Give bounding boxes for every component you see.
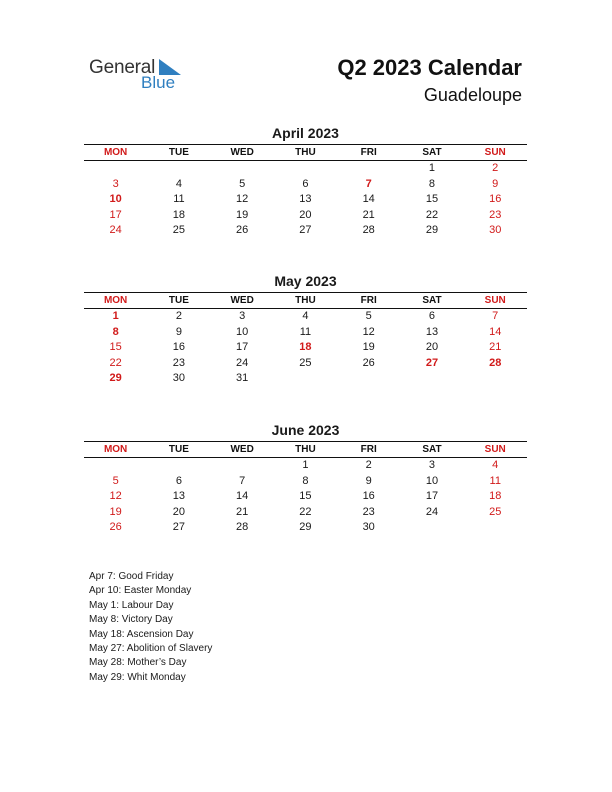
day-cell: 18 — [489, 490, 502, 503]
day-cell: 14 — [236, 490, 249, 503]
day-cell: 12 — [236, 193, 249, 206]
day-cell: 24 — [109, 224, 122, 237]
day-cell: 22 — [109, 356, 122, 369]
weekday-header: WED — [230, 295, 254, 306]
day-cell: 29 — [109, 372, 122, 385]
day-cell: 5 — [112, 474, 119, 487]
day-cell: 28 — [236, 521, 249, 534]
month-april — [84, 124, 527, 239]
day-cell: 25 — [172, 224, 186, 237]
day-cell: 8 — [302, 474, 309, 487]
day-cell: 15 — [109, 341, 122, 354]
page-title: Q2 2023 Calendar — [337, 55, 522, 80]
holiday-item: Apr 10: Easter Monday — [89, 585, 192, 597]
day-cell: 20 — [299, 208, 312, 221]
holiday-item: May 8: Victory Day — [89, 614, 173, 626]
empty-day-cell — [464, 520, 527, 536]
day-cell: 11 — [489, 474, 501, 487]
day-cell: 3 — [112, 177, 119, 190]
day-cell: 21 — [362, 208, 375, 221]
day-cell: 14 — [362, 193, 375, 206]
holiday-item: May 29: Whit Monday — [89, 671, 186, 683]
month-title: May 2023 — [274, 273, 337, 289]
month-may — [84, 272, 527, 387]
day-cell: 11 — [173, 193, 185, 206]
day-cell: 4 — [175, 177, 182, 190]
day-cell: 14 — [489, 325, 502, 338]
day-cell: 6 — [302, 177, 309, 190]
day-cell: 10 — [109, 193, 122, 206]
day-cell: 19 — [362, 341, 375, 354]
day-cell: 8 — [112, 325, 119, 338]
weekday-header: SUN — [484, 147, 506, 158]
day-cell: 5 — [365, 310, 372, 322]
day-cell: 7 — [239, 474, 246, 487]
empty-day-cell — [147, 161, 210, 177]
day-cell: 5 — [239, 177, 246, 190]
weekday-header: MON — [103, 147, 128, 158]
week-row — [84, 325, 527, 341]
week-row — [84, 208, 527, 224]
day-cell: 2 — [175, 310, 182, 322]
day-cell: 27 — [172, 521, 186, 534]
day-cell: 18 — [299, 341, 312, 354]
day-cell: 3 — [428, 459, 436, 471]
holiday-item: May 1: Labour Day — [89, 599, 174, 611]
day-cell: 15 — [425, 193, 439, 206]
day-cell: 9 — [365, 474, 372, 487]
logo — [89, 57, 199, 93]
weekday-header: FRI — [360, 295, 377, 306]
day-cell: 6 — [428, 310, 436, 322]
day-cell: 18 — [172, 208, 186, 221]
logo-text-blue: Blue — [141, 73, 176, 92]
day-cell: 22 — [425, 208, 439, 221]
week-row — [84, 520, 527, 536]
weekday-header: FRI — [360, 147, 377, 158]
day-cell: 17 — [425, 490, 439, 503]
day-cell: 21 — [236, 505, 249, 518]
day-cell: 28 — [362, 224, 375, 237]
week-row — [84, 309, 527, 325]
week-row — [84, 371, 527, 387]
day-cell: 2 — [365, 459, 372, 471]
day-cell: 26 — [109, 521, 122, 534]
day-cell: 30 — [489, 224, 502, 237]
day-cell: 13 — [425, 325, 439, 338]
day-cell: 23 — [489, 208, 502, 221]
empty-day-cell — [84, 161, 147, 177]
day-cell: 3 — [239, 310, 246, 322]
day-cell: 26 — [362, 356, 375, 369]
weekday-header: TUE — [168, 147, 189, 158]
weekday-header: SUN — [484, 295, 506, 306]
day-cell: 13 — [172, 490, 186, 503]
day-cell: 1 — [428, 162, 436, 174]
day-cell: 24 — [425, 505, 439, 518]
day-cell: 12 — [362, 325, 375, 338]
week-row — [84, 223, 527, 239]
weekday-header: TUE — [168, 444, 189, 455]
day-cell: 15 — [299, 490, 312, 503]
day-cell: 4 — [302, 310, 309, 322]
empty-day-cell — [400, 371, 463, 387]
weekday-header-row — [84, 292, 527, 309]
day-cell: 26 — [236, 224, 249, 237]
day-cell: 19 — [236, 208, 249, 221]
weekday-header: THU — [295, 295, 316, 306]
day-cell: 6 — [175, 474, 182, 487]
day-cell: 16 — [489, 193, 502, 206]
day-cell: 27 — [425, 356, 439, 369]
week-row — [84, 474, 527, 490]
day-cell: 22 — [299, 505, 312, 518]
week-row — [84, 161, 527, 177]
day-cell: 9 — [175, 325, 182, 338]
week-row — [84, 489, 527, 505]
empty-day-cell — [464, 371, 527, 387]
day-cell: 13 — [299, 193, 312, 206]
day-cell: 2 — [492, 162, 499, 174]
holiday-item: May 28: Mother’s Day — [89, 657, 187, 669]
day-cell: 25 — [299, 356, 312, 369]
weekday-header: WED — [230, 444, 254, 455]
page-subtitle: Guadeloupe — [423, 85, 522, 105]
empty-day-cell — [84, 458, 147, 474]
empty-day-cell — [211, 458, 274, 474]
weekday-header: SAT — [422, 444, 442, 455]
weekday-header: MON — [103, 444, 128, 455]
day-cell: 23 — [362, 505, 375, 518]
weekday-header: THU — [295, 147, 316, 158]
weekday-header: SAT — [422, 295, 442, 306]
day-cell: 10 — [425, 474, 439, 487]
day-cell: 17 — [109, 208, 122, 221]
day-cell: 16 — [362, 490, 375, 503]
holiday-item: Apr 7: Good Friday — [89, 571, 174, 582]
day-cell: 20 — [425, 341, 439, 354]
day-cell: 23 — [172, 356, 186, 369]
week-row — [84, 177, 527, 193]
day-cell: 29 — [299, 521, 312, 534]
day-cell: 17 — [236, 341, 249, 354]
weekday-header: SAT — [422, 147, 442, 158]
day-cell: 11 — [299, 325, 312, 338]
empty-day-cell — [274, 161, 337, 177]
day-cell: 16 — [172, 341, 186, 354]
empty-day-cell — [337, 161, 400, 177]
day-cell: 24 — [236, 356, 249, 369]
day-cell: 31 — [236, 372, 249, 385]
weekday-header: THU — [295, 444, 316, 455]
empty-day-cell — [274, 371, 337, 387]
day-cell: 27 — [299, 224, 312, 237]
logo-text-general: General — [89, 57, 156, 78]
week-row — [84, 458, 527, 474]
weekday-header: WED — [230, 147, 254, 158]
weekday-header: SUN — [484, 444, 506, 455]
month-title: April 2023 — [272, 125, 339, 141]
day-cell: 29 — [425, 224, 439, 237]
week-row — [84, 505, 527, 521]
month-title: June 2023 — [271, 422, 340, 438]
day-cell: 1 — [112, 310, 119, 322]
day-cell: 1 — [302, 459, 309, 471]
month-june — [84, 421, 527, 536]
holiday-list — [89, 570, 212, 685]
day-cell: 12 — [109, 490, 122, 503]
day-cell: 8 — [428, 177, 436, 190]
day-cell: 7 — [492, 310, 499, 322]
week-row — [84, 340, 527, 356]
empty-day-cell — [211, 161, 274, 177]
week-row — [84, 356, 527, 372]
day-cell: 28 — [489, 356, 502, 369]
day-cell: 20 — [172, 505, 186, 518]
holiday-item: May 18: Ascension Day — [89, 628, 194, 640]
empty-day-cell — [337, 371, 400, 387]
weekday-header-row — [84, 144, 527, 161]
day-cell: 25 — [489, 505, 502, 518]
day-cell: 9 — [492, 177, 499, 190]
day-cell: 19 — [109, 505, 122, 518]
weekday-header: FRI — [360, 444, 377, 455]
day-cell: 30 — [172, 372, 186, 385]
week-row — [84, 192, 527, 208]
weekday-header-row — [84, 441, 527, 458]
weekday-header: TUE — [168, 295, 189, 306]
day-cell: 4 — [492, 459, 499, 471]
day-cell: 10 — [236, 325, 249, 338]
day-cell: 30 — [362, 521, 375, 534]
empty-day-cell — [147, 458, 210, 474]
holiday-item: May 27: Abolition of Slavery — [89, 642, 213, 654]
weekday-header: MON — [103, 295, 128, 306]
day-cell: 7 — [365, 177, 372, 190]
day-cell: 21 — [489, 341, 502, 354]
empty-day-cell — [400, 520, 463, 536]
